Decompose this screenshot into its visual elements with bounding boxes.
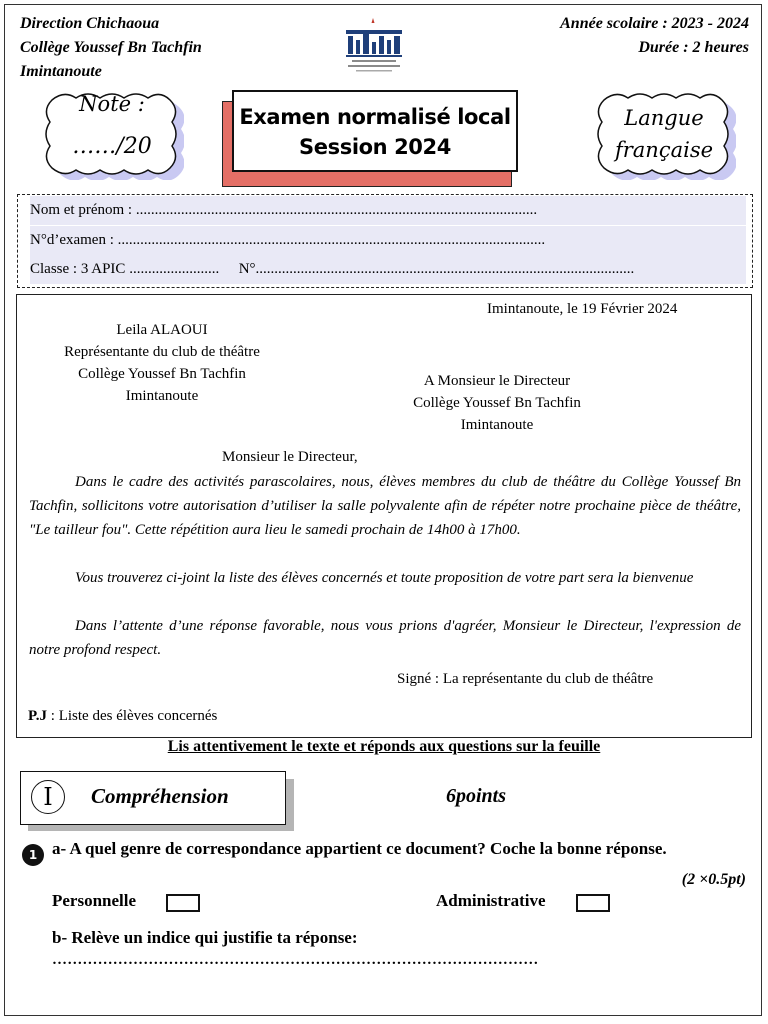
exam-info-header [560, 12, 749, 60]
header-town: Imintanoute [20, 63, 102, 80]
exam-number-label: N°d’examen : [30, 232, 118, 248]
name-dots: ........................................................................................................... [135, 202, 538, 218]
pj-label: P.J [28, 708, 48, 724]
recipient-town: Imintanoute [460, 417, 534, 433]
note-card [40, 88, 184, 180]
section-points: 6points [446, 785, 507, 807]
recipient-title: A Monsieur le Directeur [423, 373, 571, 389]
reading-instruction: Lis attentivement le texte et réponds aux questions sur la feuille [167, 738, 601, 755]
question-1a-text: a- A quel genre de correspondance appartient ce document? Coche la bonne réponse. [52, 839, 667, 858]
letter-place-date: Imintanoute, le 19 Février 2024 [487, 301, 678, 317]
letter-paragraph-2 [29, 566, 741, 590]
sender-role: Représentante du club de théâtre [64, 344, 260, 360]
header-college: Collège Youssef Bn Tachfin [20, 39, 202, 56]
option-personnelle-label: Personnelle [52, 891, 137, 910]
section-header [20, 771, 286, 825]
section-title: Compréhension [91, 784, 229, 808]
exam-number-field[interactable] [30, 226, 746, 255]
pj-text: : Liste des élèves concernés [47, 708, 218, 724]
exam-title-box [232, 90, 518, 172]
option-administrative-checkbox[interactable] [576, 894, 610, 912]
name-label: Nom et prénom : [30, 202, 136, 218]
recipient-school: Collège Youssef Bn Tachfin [413, 395, 581, 411]
sender-school: Collège Youssef Bn Tachfin [78, 366, 246, 382]
letter-attachment [28, 708, 217, 725]
subject-line1: Langue [624, 106, 704, 130]
option-administrative-label: Administrative [436, 891, 546, 910]
subject-line2: française [614, 138, 714, 162]
header-direction: Direction Chichaoua [20, 15, 160, 32]
student-info-box [17, 194, 753, 288]
letter-box [16, 294, 752, 738]
class-dots: ........................ [129, 261, 220, 277]
exam-title: Examen normalisé local [239, 105, 511, 129]
question-1b-text: b- Relève un indice qui justifie ta réponse: [52, 928, 358, 947]
student-number-dots: ..................................................................................................... [255, 261, 635, 277]
exam-session: Session 2024 [299, 135, 451, 159]
letter-paragraph-1 [29, 470, 741, 542]
note-value: ……/20 [72, 134, 152, 159]
subject-card [592, 88, 736, 180]
question-1-points: (2 ×0.5pt) [681, 871, 746, 888]
letter-paragraph-3 [29, 614, 741, 662]
school-header [20, 12, 202, 84]
letter-signature: Signé : La représentante du club de théâtre [397, 671, 654, 687]
option-personnelle-checkbox[interactable] [166, 894, 200, 912]
section-number: I [31, 780, 65, 814]
sender-name: Leila ALAOUI [116, 322, 208, 338]
student-number-label: N° [238, 261, 256, 277]
letter-sender [37, 319, 287, 407]
sender-town: Imintanoute [125, 388, 199, 404]
paragraph-3-text: Dans l’attente d’une réponse favorable, nous vous prions d'agréer, Monsieur le Directeur, l'expression de notre profond respect. [29, 618, 741, 658]
paragraph-2-text: Vous trouverez ci-joint la liste des élèves concernés et toute proposition de votre part sera la bienvenue [75, 570, 694, 586]
letter-recipient [387, 370, 607, 436]
note-label: Note : [79, 92, 145, 116]
class-label: Classe : 3 APIC [30, 261, 130, 277]
paragraph-1-text: Dans le cadre des activités parascolaires, nous, élèves membres du club de théâtre du Collège Youssef Bn Tachfin, sollicitons votre autorisation d’utiliser la salle polyvalente afin de répéter notre prochaine pièce de théâtre, "Le tailleur fou". Cette répétition aura lieu le samedi prochain de 14h00 à 17h00. [29, 474, 741, 538]
letter-salutation: Monsieur le Directeur, [222, 449, 358, 465]
answer-line[interactable]: …………………………………………………………………………………… [52, 952, 539, 968]
school-year: Année scolaire : 2023 - 2024 [560, 15, 749, 32]
name-field[interactable] [30, 196, 746, 225]
exam-duration: Durée : 2 heures [638, 39, 749, 56]
ministry-logo [338, 16, 410, 76]
question-number-badge: 1 [22, 844, 44, 866]
class-field[interactable] [30, 255, 746, 284]
exam-number-dots: .................................................................................................................. [117, 232, 546, 248]
